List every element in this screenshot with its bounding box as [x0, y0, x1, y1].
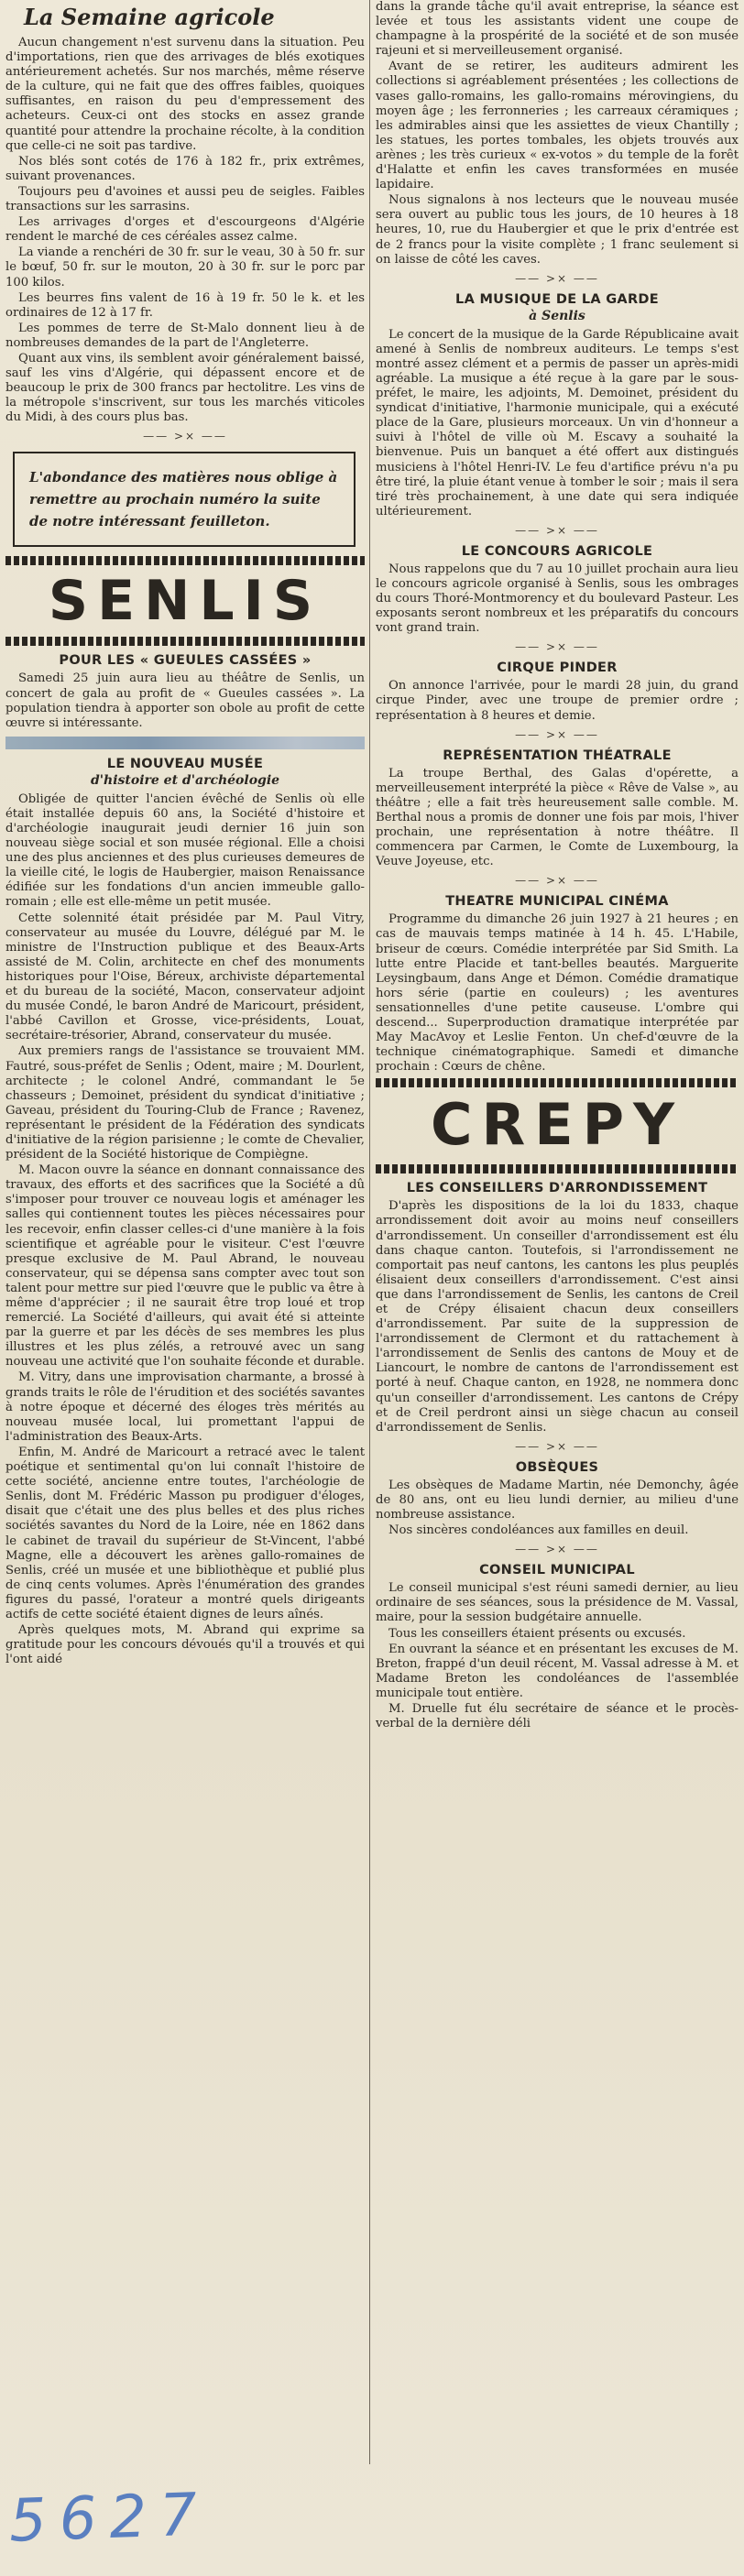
ornament-divider: —— >× ——	[515, 1543, 599, 1556]
paragraph: La viande a renchéri de 30 fr. sur le veau, 30 à 50 fr. sur le bœuf, 50 fr. sur le mouton, 20 à 30 fr. sur le porc par 100 kilos.	[5, 246, 365, 289]
semaine-agricole-title: La Semaine agricole	[24, 4, 275, 30]
musee-continued-text: dans la grande tâche qu'il avait entreprise, la séance est levée et tous les assistants vident une coupe de champagne à la prospérité de la société et de son musée rajeuni et si merveilleusement organisé.	[376, 0, 739, 59]
gueules-cassees-text: Samedi 25 juin aura lieu au théâtre de Senlis, un concert de gala au profit de « Gueules cassées ». La population tiendra à apporter son obole au profit de cette œuvre si intéressante.	[5, 671, 365, 730]
paragraph: Toujours peu d'avoines et aussi peu de seigles. Faibles transactions sur les sarrasins.	[5, 184, 365, 214]
conseil-municipal-text	[376, 1581, 739, 1731]
dashed-separator	[5, 556, 365, 565]
paragraph: Les beurres fins valent de 16 à 19 fr. 50 le k. et les ordinaires de 12 à 17 fr.	[5, 290, 365, 320]
cirque-pinder-text: On annonce l'arrivée, pour le mardi 28 juin, du grand cirque Pinder, avec une troupe de premier ordre ; représentation à 8 heures et demie.	[376, 679, 739, 723]
paragraph: Le conseil municipal s'est réuni samedi dernier, au lieu ordinaire de ses séances, sous la présidence de M. Vassal, maire, pour la session budgétaire annuelle.	[376, 1581, 739, 1625]
cinema-heading: THEATRE MUNICIPAL CINÉMA	[445, 894, 669, 910]
ornament-divider: —— >× ——	[515, 523, 599, 537]
paragraph: Cette solennité était présidée par M. Paul Vitry, conservateur au musée du Louvre, délégué par M. le ministre de l'Instruction publique et des Beaux-Arts assisté de M. Colin, architecte en chef des monuments historiques pour l'Oise, Béreux, archiviste départemental et du bureau de la société, Macon, conservateur adjoint du musée Condé, le baron André de Maricourt, président, l'abbé Cavillon et Grosse, vice-présidents, Louat, secrétaire-trésorier, Abrand, conservateur du musée.	[5, 911, 365, 1043]
musee-visite-text: Avant de se retirer, les auditeurs admirent les collections si agréablement présentées ; les collections de vases gallo-romains, les gallo-romains mérovingiens, du moyen âge ; les ferronneries ; les carreaux céramiques ; les admirables ainsi que les assiettes de vieux Chantilly ; les statues, les portes tombales, les objets trouvés aux arènes ; les très curieux « ex-votos » du temple de la forêt d'Halatte et enfin les caves transformées en musée lapidaire.	[376, 60, 739, 192]
blue-stain-band	[5, 737, 365, 749]
concours-agricole-text: Nous rappelons que du 7 au 10 juillet prochain aura lieu le concours agricole organisé à Senlis, sous les ombrages du cours Thoré-Montmorency et du boulevard Pasteur. Les exposants seront nombreux et les préparatifs du concours vont grand train.	[376, 562, 739, 636]
musee-subheading: d'histoire et d'archéologie	[90, 772, 280, 788]
ornament-divider: —— >× ——	[515, 727, 599, 741]
obseques-text: Les obsèques de Madame Martin, née Demonchy, âgée de 80 ans, ont eu lieu lundi dernier, au milieu d'une nombreuse assistance.	[376, 1478, 739, 1523]
paragraph: M. Druelle fut élu secrétaire de séance et le procès-verbal de la dernière déli	[376, 1701, 739, 1731]
crepy-banner: CREPY	[431, 1091, 684, 1159]
paragraph: Aux premiers rangs de l'assistance se trouvaient MM. Fautré, sous-préfet de Senlis ; Odent, maire ; M. Dourlent, architecte ; le colonel André, commandant le 5e chasseurs ; Demoinet, président du syndicat d'initiative ; Gaveau, président du Touring-Club de France ; Ravenez, représentant le président de la Fédération des syndicats d'initiative de la région parisienne ; le comte de Chevalier, président de la Société historique de Compiègne.	[5, 1044, 365, 1162]
paragraph: Enfin, M. André de Maricourt a retracé avec le talent poétique et sentimental qu'on lui connaît l'histoire de cette société, ancienne entre toutes, l'archéologie de Senlis, dont M. Frédéric Masson pu prodiguer d'éloges, disait que c'était une des plus belles et des plus riches sociétés savantes du Nord de la Loire, née en 1862 dans le cabinet de travail du supérieur de St-Vincent, l'abbé Magne, elle a découvert les arènes gallo-romaines de Senlis, créé un musée et une bibliothèque et publié plus de cinq cents volumes. Après l'énumération des grandes figures du passé, l'orateur a montré quels dirigeants actifs de cette société étaient dignes de leurs aînés.	[5, 1445, 365, 1621]
handwritten-number: 5627	[7, 2481, 212, 2556]
ornament-divider: —— >× ——	[143, 430, 227, 443]
semaine-agricole-text	[5, 36, 365, 425]
musique-garde-heading: LA MUSIQUE DE LA GARDE	[455, 291, 659, 307]
paragraph: Quant aux vins, ils semblent avoir généralement baissé, sauf les vins d'Algérie, qui dépassent encore et de beaucoup le prix de 300 francs par hectolitre. Les vins de la métropole s'inscrivent, sur tous les marchés viticoles du Midi, à des cours plus bas.	[5, 351, 365, 425]
paragraph: Aucun changement n'est survenu dans la situation. Peu d'importations, rien que des arrivages de blés exotiques antérieurement achetés. Sur nos marchés, même réserve de la culture, qui ne fait que des offres faibles, quoiques suffisantes, en raison du peu d'empressement des acheteurs. Ceux-ci ont des stocks en assez grande quantité pour attendre la prochaine récolte, à la condition que celle-ci ne soit pas tardive.	[5, 36, 365, 153]
paragraph: Les arrivages d'orges et d'escourgeons d'Algérie rendent le marché de ces céréales assez calme.	[5, 215, 365, 245]
conseillers-heading: LES CONSEILLERS D'ARRONDISSEMENT	[406, 1181, 708, 1196]
conseil-municipal-heading: CONSEIL MUNICIPAL	[479, 1563, 635, 1578]
left-column	[5, 0, 365, 2464]
musee-heading: LE NOUVEAU MUSÉE	[106, 756, 264, 771]
ornament-divider: —— >× ——	[515, 1439, 599, 1453]
gueules-cassees-heading: POUR LES « GUEULES CASSÉES »	[59, 653, 312, 669]
paragraph: Tous les conseillers étaient présents ou excusés.	[388, 1626, 686, 1641]
musique-garde-subheading: à Senlis	[529, 308, 585, 323]
conseillers-text: D'après les dispositions de la loi du 1833, chaque arrondissement doit avoir au moins neuf conseillers d'arrondissement. Un conseiller d'arrondissement est élu dans chaque canton. Toutefois, si l'arrondissement ne comportait pas neuf cantons, les cantons les plus peuplés élisaient deux conseillers d'arrondissement. C'est ainsi que dans l'arrondissement de Senlis, les cantons de Creil et de Crépy élisaient chacun deux conseillers d'arrondissement. Par suite de la suppression de l'arrondissement de Clermont et du rattachement à l'arrondissement de Senlis des cantons de Mouy et de Liancourt, le nombre de cantons de l'arrondissement est porté à neuf. Chaque canton, en 1928, ne nommera donc qu'un conseiller d'arrondissement. Les cantons de Crépy et de Creil perdront ainsi un siège chacun au conseil d'arrondissement de Senlis.	[376, 1199, 739, 1435]
dashed-separator	[376, 1164, 739, 1173]
representation-theatrale-heading: REPRÉSENTATION THÉATRALE	[443, 748, 672, 763]
feuilleton-notice-box: L'abondance des matières nous oblige à remettre au prochain numéro la suite de notre intéressant feuilleton.	[13, 452, 356, 547]
paragraph: Nos blés sont cotés de 176 à 182 fr., prix extrêmes, suivant provenances.	[5, 154, 365, 183]
ornament-divider: —— >× ——	[515, 271, 599, 285]
musee-text	[5, 792, 365, 1668]
musee-ouverture-text: Nous signalons à nos lecteurs que le nouveau musée sera ouvert au public tous les jours, de 10 heures à 18 heures, 10, rue du Haubergier et que le prix d'entrée est de 2 francs pour la visite complète ; 1 franc seulement si on laisse de côté les caves.	[376, 193, 739, 267]
dashed-separator	[5, 637, 365, 646]
ornament-divider: —— >× ——	[515, 640, 599, 654]
paragraph: M. Macon ouvre la séance en donnant connaissance des travaux, des efforts et des sacrifices que la Société a dû s'imposer pour trouver ce nouveau logis et aménager les salles qui contiennent toutes les pièces nécessaires pour les recevoir, enfin classer celles-ci d'une manière à la fois scientifique et agréable pour le visiteur. C'est l'œuvre presque exclusive de M. Paul Abrand, le nouveau conservateur, qui se dépensa sans compter avec tout son talent pour mettre sur pied l'œuvre que le public va être à même d'apprécier ; il ne saurait être trop loué et trop remercié. La Société d'ailleurs, qui avait été si atteinte par la guerre et par les décès de ses membres les plus illustres et les plus zélés, a retrouvé avec un sang nouveau une activité que l'on souhaite féconde et durable.	[5, 1163, 365, 1370]
concours-agricole-heading: LE CONCOURS AGRICOLE	[461, 543, 653, 559]
obseques-heading: OBSÈQUES	[515, 1459, 599, 1475]
dashed-separator	[376, 1078, 739, 1087]
paragraph: En ouvrant la séance et en présentant les excuses de M. Breton, frappé d'un deuil récent, M. Vassal adresse à M. et Madame Breton les condoléances de l'assemblée municipale tout entière.	[376, 1642, 739, 1700]
cirque-pinder-heading: CIRQUE PINDER	[497, 660, 618, 676]
paragraph: M. Vitry, dans une improvisation charmante, a brossé à grands traits le rôle de l'érudition et des sociétés savantes à notre époque et décerné des éloges très mérités au nouveau musée local, lui promettant l'appui de l'administration des Beaux-Arts.	[5, 1370, 365, 1444]
cinema-text: Programme du dimanche 26 juin 1927 à 21 heures ; en cas de mauvais temps matinée à 14 h. 45. L'Habile, briseur de cœurs. Comédie interprétée par Sid Smith. La lutte entre Placide et tant-belles beautés. Marguerite Leysingbaum, dans Ange et Démon. Comédie dramatique hors série (partie en couleurs) ; les aventures sensationnelles d'une petite causeuse. L'ombre qui descend... Superproduction dramatique interprétée par May MacAvoy et Leslie Fenton. Un chef-d'œuvre de la technique cinématographique. Samedi et dimanche prochain : Cœurs de chêne.	[376, 912, 739, 1075]
obseques-condoleances: Nos sincères condoléances aux familles en deuil.	[388, 1523, 689, 1538]
column-rule	[369, 0, 370, 2464]
musique-garde-text: Le concert de la musique de la Garde Républicaine avait amené à Senlis de nombreux auditeurs. Le temps s'est montré assez clément et a permis de passer un après-midi agréable. La musique a été reçue à la gare par le sous-préfet, le maire, les adjoints, M. Demoinet, président du syndicat d'initiative, l'harmonie municipale, qui a exécuté place de la Gare, plusieurs morceaux. Un vin d'honneur a suivi à l'hôtel de ville où M. Escavy a souhaité la bienvenue. Puis un banquet a été offert aux distingués musiciens à l'hôtel Henri-IV. Le feu d'artifice prévu n'a pu être tiré, la pluie étant venue à tomber le soir ; mais il sera tiré très prochainement, à une date qui sera indiquée ultérieurement.	[376, 327, 739, 518]
representation-theatrale-text: La troupe Berthal, des Galas d'opérette, a merveilleusement interprété la pièce « Rêve de Valse », au théâtre ; elle a fait très heureusement salle comble. M. Berthal nous a promis de donner une fois par mois, l'hiver prochain, une représentation à notre théâtre. Il commencera par Carmen, le Comte de Luxembourg, la Veuve Joyeuse, etc.	[376, 766, 739, 869]
right-column	[376, 0, 739, 2464]
senlis-banner: SENLIS	[48, 569, 323, 634]
ornament-divider: —— >× ——	[515, 874, 599, 888]
paragraph: Obligée de quitter l'ancien évêché de Senlis où elle était installée depuis 60 ans, la Société d'histoire et d'archéologie inaugurait jeudi dernier 16 juin son nouveau siège social et son musée régional. Elle a choisi une des plus anciennes et des plus curieuses demeures de la vieille cité, le logis de Haubergier, maison Renaissance édifiée sur les fondations d'un ancien immeuble gallo-romain ; elle est elle-même un petit musée.	[5, 791, 365, 910]
paragraph: Les pommes de terre de St-Malo donnent lieu à de nombreuses demandes de la part de l'Angleterre.	[5, 321, 365, 350]
paragraph: Après quelques mots, M. Abrand qui exprime sa gratitude pour les concours dévoués qu'il a trouvés et qui l'ont aidé	[5, 1623, 365, 1667]
